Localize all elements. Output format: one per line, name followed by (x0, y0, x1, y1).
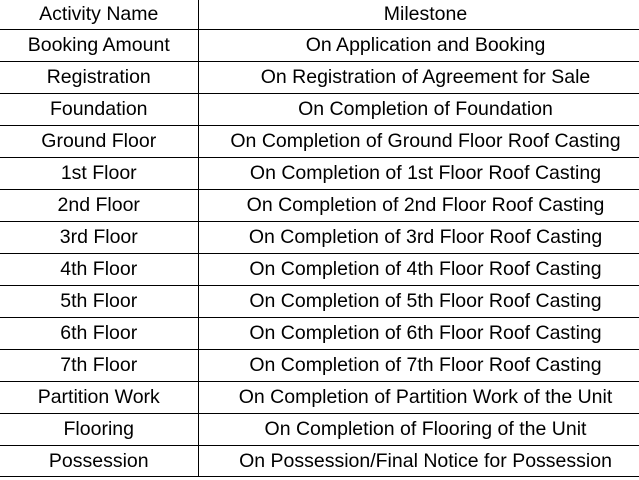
milestone-cell: On Completion of 1st Floor Roof Casting (198, 158, 639, 190)
table-row (0, 382, 639, 414)
activity-cell: Registration (0, 62, 198, 94)
milestone-cell: On Completion of 2nd Floor Roof Casting (198, 190, 639, 222)
milestone-cell: On Possession/Final Notice for Possession (198, 446, 639, 477)
table-row (0, 446, 639, 477)
activity-cell: Booking Amount (0, 30, 198, 62)
milestone-cell: On Completion of 3rd Floor Roof Casting (198, 222, 639, 254)
table-row (0, 286, 639, 318)
activity-cell: Partition Work (0, 382, 198, 414)
activity-cell: 7th Floor (0, 350, 198, 382)
milestone-cell: On Completion of Ground Floor Roof Casting (198, 126, 639, 158)
milestone-cell: On Completion of 4th Floor Roof Casting (198, 254, 639, 286)
activity-cell: 6th Floor (0, 318, 198, 350)
milestone-cell: On Completion of 7th Floor Roof Casting (198, 350, 639, 382)
milestone-cell: On Completion of 5th Floor Roof Casting (198, 286, 639, 318)
table-row (0, 30, 639, 62)
activity-cell: Possession (0, 446, 198, 477)
table-row (0, 318, 639, 350)
activity-cell: 4th Floor (0, 254, 198, 286)
table-header-row (0, 0, 639, 30)
milestone-cell: On Completion of Foundation (198, 94, 639, 126)
activity-cell: Foundation (0, 94, 198, 126)
activity-cell: 2nd Floor (0, 190, 198, 222)
activity-cell: 1st Floor (0, 158, 198, 190)
table-row (0, 190, 639, 222)
milestone-cell: On Application and Booking (198, 30, 639, 62)
activity-cell: 3rd Floor (0, 222, 198, 254)
activity-cell: Flooring (0, 414, 198, 446)
table-row (0, 94, 639, 126)
milestone-cell: On Completion of Flooring of the Unit (198, 414, 639, 446)
milestone-cell: On Completion of 6th Floor Roof Casting (198, 318, 639, 350)
table-row (0, 62, 639, 94)
table-row (0, 158, 639, 190)
table-row (0, 414, 639, 446)
header-activity-name: Activity Name (0, 0, 198, 30)
table-row (0, 222, 639, 254)
activity-cell: Ground Floor (0, 126, 198, 158)
milestone-cell: On Registration of Agreement for Sale (198, 62, 639, 94)
milestone-cell: On Completion of Partition Work of the Unit (198, 382, 639, 414)
table-row (0, 126, 639, 158)
table-row (0, 254, 639, 286)
table-row (0, 350, 639, 382)
header-milestone: Milestone (198, 0, 639, 30)
activity-cell: 5th Floor (0, 286, 198, 318)
